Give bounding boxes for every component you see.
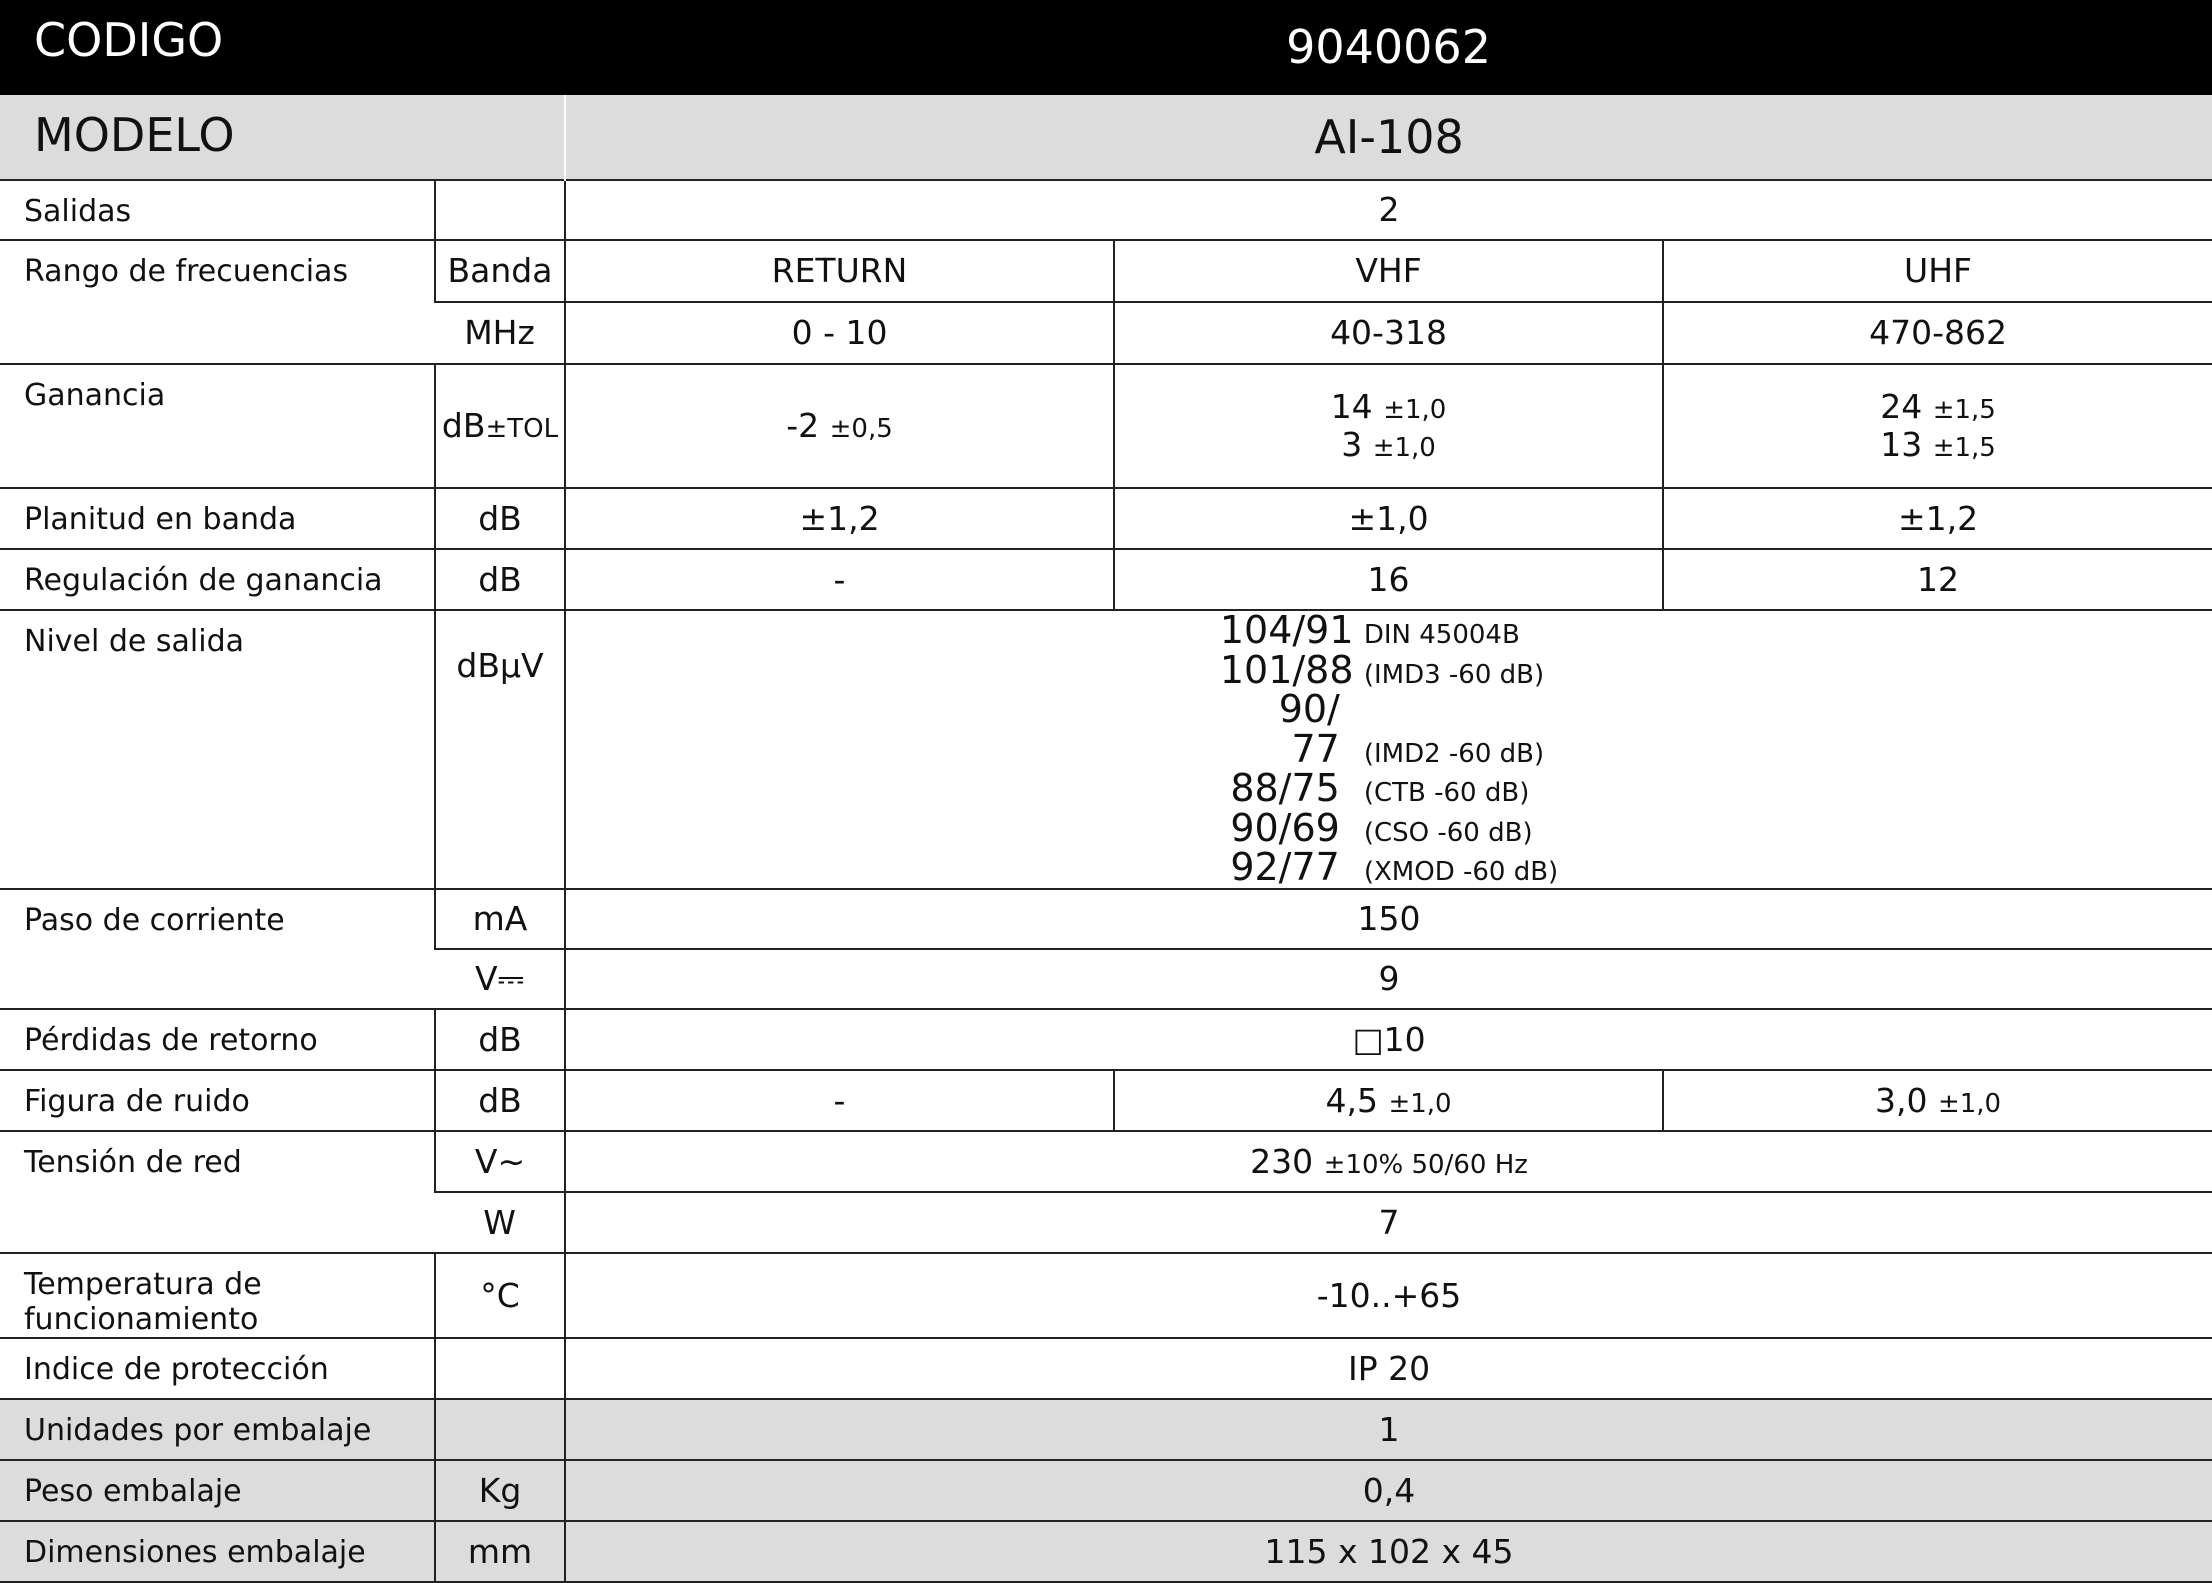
salidas-value: 2 <box>565 180 2212 240</box>
nivel-test: (CTB -60 dB) <box>1363 778 1530 809</box>
perdidas-label: Pérdidas de retorno <box>0 1009 435 1070</box>
unidades-value: 1 <box>565 1399 2212 1460</box>
ruido-vhf-tol: ±1,0 <box>1388 1088 1452 1119</box>
salidas-label: Salidas <box>0 180 435 240</box>
paso-label: Paso de corriente <box>0 889 435 1009</box>
codigo-row <box>0 0 2212 95</box>
regulacion-label: Regulación de ganancia <box>0 549 435 610</box>
nivel-value: 101/88 <box>1219 647 1354 692</box>
ganancia-uhf-value: 24 <box>1880 387 1923 427</box>
ganancia-vhf-value: 14 <box>1330 387 1373 427</box>
salidas-unit <box>435 180 565 240</box>
rango-banda-row <box>0 240 2212 302</box>
ganancia-unit-tol: ±TOL <box>485 414 559 445</box>
ganancia-uhf <box>1663 364 2212 488</box>
ganancia-label: Ganancia <box>0 364 435 488</box>
nivel-value: 90/ 77 <box>1278 687 1340 771</box>
ruido-unit: dB <box>435 1070 565 1131</box>
unidades-unit <box>435 1399 565 1460</box>
peso-unit: Kg <box>435 1460 565 1521</box>
codigo-label: CODIGO <box>0 0 565 95</box>
banda-unit: Banda <box>435 240 565 302</box>
ganancia-vhf <box>1114 364 1663 488</box>
unidades-row <box>0 1399 2212 1460</box>
tension-unit-w: W <box>435 1192 565 1253</box>
peso-row <box>0 1460 2212 1521</box>
band-return: RETURN <box>565 240 1114 302</box>
dimensiones-unit: mm <box>435 1521 565 1582</box>
nivel-item <box>1219 608 1558 652</box>
paso-value-ma: 150 <box>565 889 2212 949</box>
tension-tol: ±10% 50/60 Hz <box>1323 1149 1528 1180</box>
ruido-uhf <box>1663 1070 2212 1131</box>
range-vhf: 40-318 <box>1114 302 1663 364</box>
ruido-uhf-value: 3,0 <box>1874 1080 1928 1120</box>
temperatura-value: -10..+65 <box>565 1253 2212 1338</box>
nivel-test: (IMD3 -60 dB) <box>1363 659 1545 690</box>
planitud-unit: dB <box>435 488 565 549</box>
codigo-value: 9040062 <box>565 0 2212 95</box>
ganancia-uhf-line <box>1664 426 2212 464</box>
nivel-item <box>1220 687 1558 771</box>
nivel-test: DIN 45004B <box>1363 620 1520 650</box>
ganancia-uhf-line <box>1664 388 2212 426</box>
perdidas-value: □10 <box>565 1009 2212 1070</box>
ruido-label: Figura de ruido <box>0 1070 435 1131</box>
nivel-test: (CSO -60 dB) <box>1363 817 1533 848</box>
regulacion-row <box>0 549 2212 610</box>
planitud-return: ±1,2 <box>565 488 1114 549</box>
ruido-row <box>0 1070 2212 1131</box>
proteccion-row <box>0 1338 2212 1399</box>
regulacion-return: - <box>565 549 1114 610</box>
ruido-vhf <box>1114 1070 1663 1131</box>
regulacion-unit: dB <box>435 549 565 610</box>
regulacion-uhf: 12 <box>1663 549 2212 610</box>
perdidas-row <box>0 1009 2212 1070</box>
tension-value-w: 7 <box>565 1192 2212 1253</box>
ganancia-vhf-line <box>1115 388 1662 426</box>
tension-label: Tensión de red <box>0 1131 435 1253</box>
ruido-uhf-tol: ±1,0 <box>1937 1088 2002 1119</box>
ganancia-vhf-line <box>1115 426 1662 464</box>
ruido-return: - <box>565 1070 1114 1131</box>
unidades-label: Unidades por embalaje <box>0 1399 435 1460</box>
temperatura-row <box>0 1253 2212 1338</box>
ganancia-unit <box>435 364 565 488</box>
range-uhf: 470-862 <box>1663 302 2212 364</box>
tension-v-row <box>0 1131 2212 1192</box>
nivel-list <box>1219 608 1559 890</box>
temperatura-unit: °C <box>435 1253 565 1338</box>
nivel-item <box>1220 845 1559 890</box>
ganancia-vhf-tol: ±1,0 <box>1372 433 1436 463</box>
nivel-item <box>1219 647 1558 692</box>
ganancia-uhf-tol: ±1,5 <box>1932 433 1996 463</box>
nivel-value: 104/91 <box>1219 608 1354 652</box>
modelo-label: MODELO <box>0 95 565 180</box>
nivel-value: 90/69 <box>1230 805 1340 850</box>
nivel-test: (XMOD -60 dB) <box>1363 857 1559 888</box>
nivel-value: 88/75 <box>1230 766 1340 811</box>
tension-value-v <box>565 1131 2212 1192</box>
paso-unit-v: V⎓ <box>435 949 565 1009</box>
salidas-row <box>0 180 2212 240</box>
dimensiones-value: 115 x 102 x 45 <box>565 1521 2212 1582</box>
nivel-item <box>1220 766 1558 811</box>
tension-value: 230 <box>1250 1141 1314 1181</box>
paso-value-v: 9 <box>565 949 2212 1009</box>
ganancia-return-tol: ±0,5 <box>829 414 893 445</box>
planitud-label: Planitud en banda <box>0 488 435 549</box>
ganancia-return-value: -2 <box>786 406 820 446</box>
ganancia-return <box>565 364 1114 488</box>
paso-unit-ma: mA <box>435 889 565 949</box>
ganancia-unit-db: dB <box>441 406 486 446</box>
tension-unit-v: V∼ <box>435 1131 565 1192</box>
planitud-uhf: ±1,2 <box>1663 488 2212 549</box>
perdidas-unit: dB <box>435 1009 565 1070</box>
nivel-test: (IMD2 -60 dB) <box>1363 738 1545 769</box>
nivel-item <box>1220 805 1558 850</box>
peso-label: Peso embalaje <box>0 1460 435 1521</box>
band-vhf: VHF <box>1114 240 1663 302</box>
range-return: 0 - 10 <box>565 302 1114 364</box>
ruido-vhf-value: 4,5 <box>1325 1080 1378 1120</box>
ganancia-uhf-tol: ±1,5 <box>1932 395 1996 426</box>
nivel-values <box>565 610 2212 889</box>
rango-label: Rango de frecuencias <box>0 240 435 364</box>
planitud-row <box>0 488 2212 549</box>
modelo-row <box>0 95 2212 180</box>
proteccion-unit <box>435 1338 565 1399</box>
dimensiones-label: Dimensiones embalaje <box>0 1521 435 1582</box>
band-uhf: UHF <box>1663 240 2212 302</box>
proteccion-label: Indice de protección <box>0 1338 435 1399</box>
nivel-unit: dBµV <box>435 610 565 889</box>
dimensiones-row <box>0 1521 2212 1582</box>
nivel-value: 92/77 <box>1230 845 1340 890</box>
ganancia-vhf-tol: ±1,0 <box>1383 395 1447 426</box>
planitud-vhf: ±1,0 <box>1114 488 1663 549</box>
regulacion-vhf: 16 <box>1114 549 1663 610</box>
proteccion-value: IP 20 <box>565 1338 2212 1399</box>
nivel-label: Nivel de salida <box>0 610 435 889</box>
ganancia-row <box>0 364 2212 488</box>
ganancia-vhf-value: 3 <box>1341 425 1363 464</box>
mhz-unit: MHz <box>435 302 565 364</box>
nivel-row <box>0 610 2212 889</box>
temperatura-label: Temperatura de funcionamiento <box>0 1253 435 1338</box>
ganancia-uhf-value: 13 <box>1880 425 1923 464</box>
modelo-value: AI-108 <box>565 95 2212 180</box>
paso-ma-row <box>0 889 2212 949</box>
peso-value: 0,4 <box>565 1460 2212 1521</box>
